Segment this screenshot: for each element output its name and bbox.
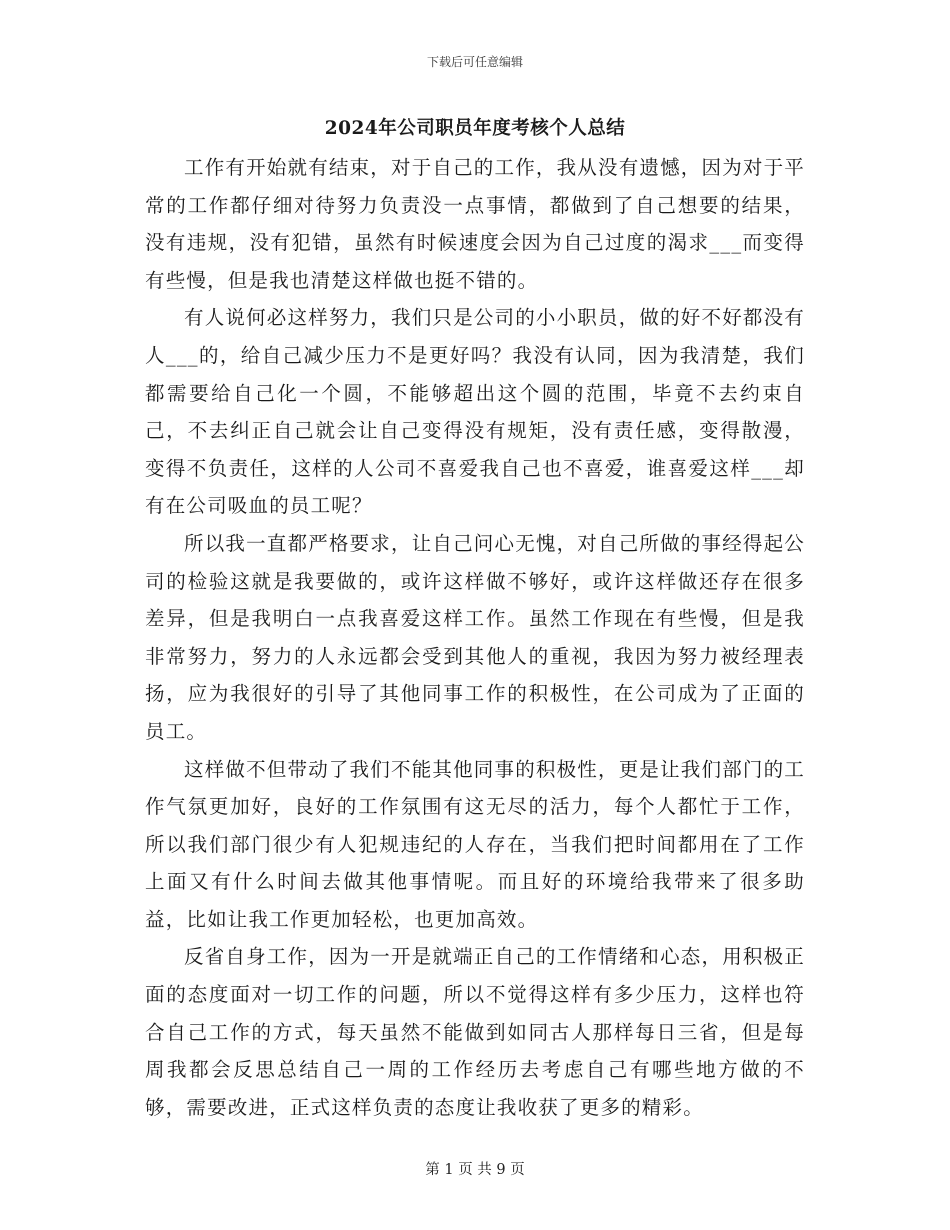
paragraph: 这样做不但带动了我们不能其他同事的积极性，更是让我们部门的工作气氛更加好，良好的工作氛围有这无尽的活力，每个人都忙于工作，所以我们部门很少有人犯规违纪的人存在，当我们把时间都用在了工作上面又有什么时间去做其他事情呢。而且好的环境给我带来了很多助益，比如让我工作更加轻松，也更加高效。 (145, 757, 806, 931)
document-title: 2024年公司职员年度考核个人总结 (324, 118, 626, 139)
paragraph: 工作有开始就有结束，对于自己的工作，我从没有遗憾，因为对于平常的工作都仔细对待努力负责没一点事情，都做到了自己想要的结果，没有违规，没有犯错，虽然有时候速度会因为自己过度的渴求___而变得有些慢，但是我也清楚这样做也挺不错的。 (145, 156, 806, 292)
header-note: 下载后可任意编辑 (426, 55, 523, 69)
page-footer: 第 1 页 共 9 页 (425, 1162, 525, 1178)
paragraph: 反省自身工作，因为一开是就端正自己的工作情绪和心态，用积极正面的态度面对一切工作的问题，所以不觉得这样有多少压力，这样也符合自己工作的方式，每天虽然不能做到如同古人那样每日三省，但是每周我都会反思总结自己一周的工作经历去考虑自己有哪些地方做的不够，需要改进，正式这样负责的态度让我收获了更多的精彩。 (145, 945, 806, 1119)
paragraph: 所以我一直都严格要求，让自己问心无愧，对自己所做的事经得起公司的检验这就是我要做的，或许这样做不够好，或许这样做还存在很多差异，但是我明白一点我喜爱这样工作。虽然工作现在有些慢，但是我非常努力，努力的人永远都会受到其他人的重视，我因为努力被经理表扬，应为我很好的引导了其他同事工作的积极性，在公司成为了正面的员工。 (145, 531, 806, 743)
document-body (145, 149, 805, 1126)
paragraph: 有人说何必这样努力，我们只是公司的小小职员，做的好不好都没有人___的，给自己减少压力不是更好吗？我没有认同，因为我清楚，我们都需要给自己化一个圆，不能够超出这个圆的范围，毕竟不去约束自己，不去纠正自己就会让自己变得没有规矩，没有责任感，变得散漫，变得不负责任，这样的人公司不喜爱我自己也不喜爱，谁喜爱这样___却有在公司吸血的员工呢？ (145, 306, 806, 518)
